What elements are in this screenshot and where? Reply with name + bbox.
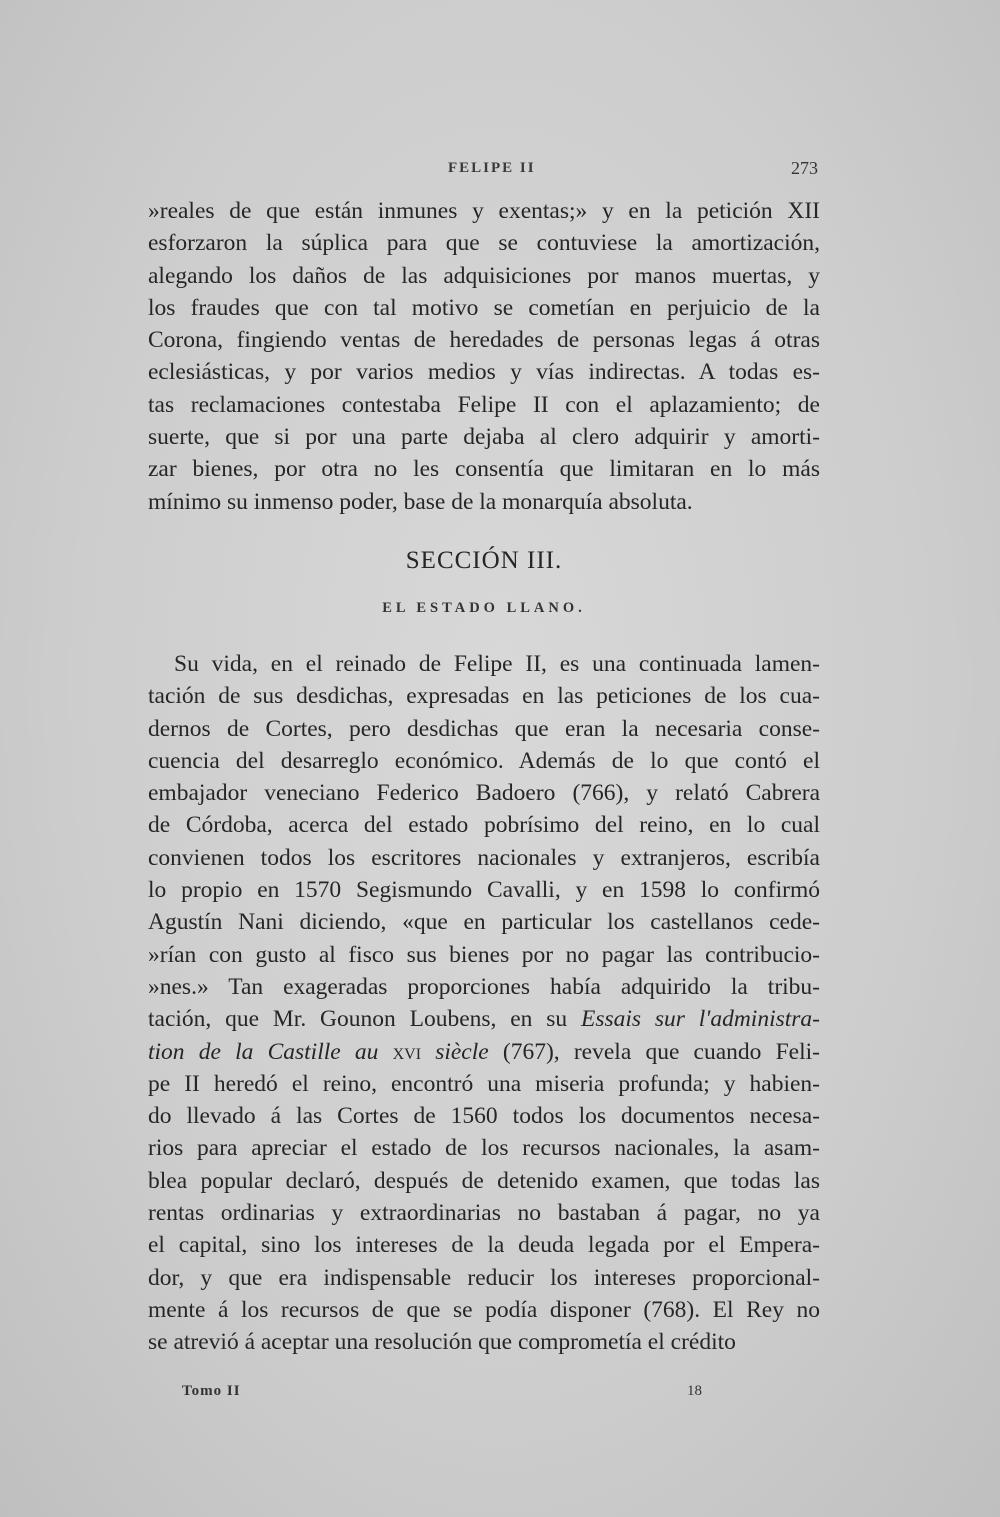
section-title: SECCIÓN III.	[405, 547, 563, 574]
text-line: embajador veneciano Federico Badoero (766), y relató Cabrera	[148, 780, 820, 807]
text-line: los fraudes que con tal motivo se cometían en perjuicio de la	[148, 294, 820, 321]
text-line: Agustín Nani diciendo, «que en particular los castellanos cede-	[148, 909, 820, 936]
text-line: Su vida, en el reinado de Felipe II, es una continuada lamen-	[174, 651, 820, 677]
text-line: cuencia del desarreglo económico. Además de lo que contó el	[148, 747, 820, 774]
text-line	[148, 1036, 820, 1068]
paragraph-2	[148, 648, 820, 1359]
text-line: pe II heredó el reino, encontró una miseria profunda; y habien-	[148, 1070, 820, 1097]
text-line: mínimo su inmenso poder, base de la monarquía absoluta.	[148, 488, 693, 515]
running-head-title: FELIPE II	[448, 160, 536, 176]
text-line: »reales de que están inmunes y exentas;» y en la petición XII	[148, 198, 820, 224]
book-title-italic: siècle	[435, 1038, 489, 1065]
text-line: de Córdoba, acerca del estado pobrísimo del reino, en lo cual	[148, 812, 820, 839]
text-line: rios para apreciar el estado de los recursos nacionales, la asam-	[148, 1135, 820, 1162]
text-line: tas reclamaciones contestaba Felipe II con el aplazamiento; de	[148, 391, 820, 418]
century-numeral: xvi	[392, 1038, 422, 1065]
text-line: dernos de Cortes, pero desdichas que eran la necesaria conse-	[148, 715, 820, 742]
text-line: »nes.» Tan exageradas proporciones había adquirido la tribu-	[148, 973, 820, 1000]
text-line: rentas ordinarias y extraordinarias no bastaban á pagar, no ya	[148, 1200, 820, 1227]
section-subtitle: EL ESTADO LLANO.	[382, 600, 586, 616]
page-footer	[182, 1383, 702, 1407]
text-line: lo propio en 1570 Segismundo Cavalli, y en 1598 lo confirmó	[148, 877, 820, 904]
text-line: alegando los daños de las adquisiciones por manos muertas, y	[148, 262, 820, 289]
text-line: suerte, que si por una parte dejaba al clero adquirir y amorti-	[148, 424, 820, 451]
book-title-italic: tion de la Castille au	[148, 1038, 379, 1065]
text-segment: tación, que Mr. Gounon Loubens, en su	[148, 1006, 581, 1033]
text-line	[148, 1003, 820, 1035]
text-line: esforzaron la súplica para que se contuviese la amortización,	[148, 230, 820, 257]
paragraph-1	[148, 195, 820, 518]
text-segment: (767), revela que cuando Feli-	[502, 1038, 820, 1065]
text-line: eclesiásticas, y por varios medios y vías indirectas. A todas es-	[148, 359, 820, 386]
text-line: mente á los recursos de que se podía disponer (768). El Rey no	[148, 1296, 820, 1323]
book-title-italic: Essais sur l'administra-	[580, 1006, 820, 1033]
text-line: do llevado á las Cortes de 1560 todos los documentos necesa-	[148, 1103, 820, 1130]
text-line: »rían con gusto al fisco sus bienes por no pagar las contribucio-	[148, 941, 820, 968]
signature-mark: 18	[687, 1383, 702, 1399]
volume-label: Tomo II	[182, 1383, 241, 1399]
text-line: el capital, sino los intereses de la deuda legada por el Empera-	[148, 1232, 820, 1259]
text-line: convienen todos los escritores nacionales y extranjeros, escribía	[148, 844, 820, 871]
text-line: dor, y que era indispensable reducir los intereses proporcional-	[148, 1264, 820, 1291]
running-head	[148, 158, 818, 182]
text-line: tación de sus desdichas, expresadas en las peticiones de los cua-	[148, 683, 820, 710]
page-number: 273	[791, 158, 818, 178]
text-line: zar bienes, por otra no les consentía que limitaran en lo más	[148, 456, 820, 483]
text-line: se atrevió á aceptar una resolución que comprometía el crédito	[148, 1329, 736, 1356]
text-line: Corona, fingiendo ventas de heredades de personas legas á otras	[148, 327, 820, 354]
text-line: blea popular declaró, después de detenido examen, que todas las	[148, 1167, 820, 1194]
